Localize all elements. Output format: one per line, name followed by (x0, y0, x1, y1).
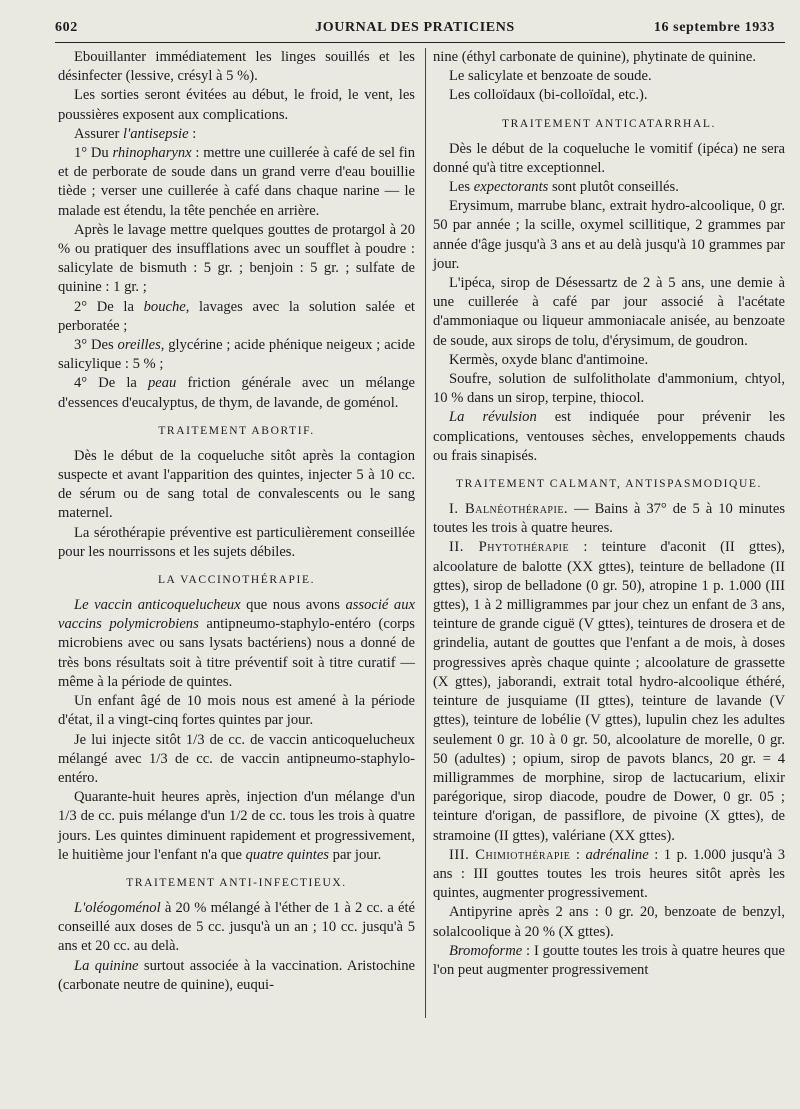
paragraph: Un enfant âgé de 10 mois nous est amené à la période d'état, il a vingt-cinq fortes quintes par jour. (58, 693, 415, 729)
right-column (433, 48, 785, 980)
issue-date: 16 septembre 1933 (653, 20, 775, 35)
paragraph: Assurer l'antisepsie : (74, 125, 197, 142)
paragraph: Erysimum, marrube blanc, extrait hydro-alcoolique, 0 gr. 50 par année ; la scille, oxymel scillitique, 2 grammes par année d'âge jusqu'à 3 ans et au delà jusqu'à 10 grammes par jour. (433, 198, 785, 272)
journal-title: JOURNAL DES PRATICIENS (315, 20, 515, 35)
paragraph: Dès le début de la coqueluche le vomitif (ipéca) ne sera donné qu'à titre exceptionnel. (433, 140, 785, 176)
paragraph: La révulsion est indiquée pour prévenir les complications, ventouses sèches, enveloppements chauds ou frais sinapisés. (433, 409, 785, 464)
paragraph: 2° De la bouche, lavages avec la solution salée et perboratée ; (58, 298, 415, 334)
paragraph: Ebouillanter immédiatement les linges souillés et les désinfecter (lessive, crésyl à 5 %). (58, 49, 415, 85)
page-number: 602 (55, 20, 78, 35)
paragraph: Bromoforme : I goutte toutes les trois à quatre heures que l'on peut augmenter progressivement (433, 942, 785, 978)
left-column (58, 48, 415, 995)
paragraph: II. Phytothérapie : teinture d'aconit (II gttes), alcoolature de balotte (XX gttes), teinture de belladone (II gttes), sirop de belladone (0 gr. 50), atropine 1 p. 1.000 (III gttes), 1 à 2 milligrammes par jour chez un enfant de 3 ans, teinture de grande ciguë (V gttes), teintures de drosera et de grindelia, autant de gouttes que l'enfant a de mois, à doses progressives après chaque quinte ; alcoolature de grassette (X gttes), jaborandi, extrait total hydro-alcoolique éthéré, teinture de jusquiame (II gttes), teinture de lavande (V gttes), teinture de lobélie (V gttes), lupulin chez les adultes seulement 0 gr. 10 à 0 gr. 50, alcoolature de morelle, 0 gr. 50 (adultes) ; opium, sirop de pavots blancs, 20 gr. = 4 milligrammes de morphine, sirop de lactucarium, elixir parégorique, sirop diacode, poudre de Dower, 0 gr. 05 ; teinture d'origan, de passiflore, de pivoine (X gttes), de stramoine (II gttes), valériane (XX gttes). (433, 539, 786, 844)
paragraph: Kermès, oxyde blanc d'antimoine. (449, 351, 649, 368)
paragraph: Dès le début de la coqueluche sitôt après la contagion suspecte et avant l'apparition des quintes, injecter 5 à 10 cc. de sérum ou de sang total de convalescents ou le sang maternel. (58, 447, 415, 522)
paragraph: nine (éthyl carbonate de quinine), phytinate de quinine. (433, 49, 756, 65)
paragraph: Les expectorants sont plutôt conseillés. (449, 179, 679, 196)
section-heading-calmant: TRAITEMENT CALMANT, ANTISPASMODIQUE. (456, 478, 762, 491)
paragraph: Quarante-huit heures après, injection d'un mélange d'un 1/3 de cc. puis mélange d'un 1/2 de cc. tous les trois à quatre jours. Les quintes diminuent rapidement et progressivement, le huitième jour l'enfant n'a que quatre quintes par jour. (58, 789, 415, 863)
paragraph: Je lui injecte sitôt 1/3 de cc. de vaccin anticoquelucheux mélangé avec 1/3 de cc. de vaccin antipneumo-staphylo-entéro. (58, 731, 415, 786)
paragraph: 1° Du rhinopharynx : mettre une cuillerée à café de sel fin et de perborate de soude dans un grand verre d'eau bouillie tiède ; verser une cuillerée à café dans chaque narine — le malade est étendu, la tête penchée en arrière. (58, 145, 415, 219)
paragraph: 3° Des oreilles, glycérine ; acide phénique neigeux ; acide salicylique : 5 % ; (58, 337, 415, 373)
header-rule (55, 42, 785, 43)
paragraph: 4° De la peau friction générale avec un mélange d'essences d'eucalyptus, de thym, de lavande, de goménol. (58, 375, 415, 411)
paragraph: Le vaccin anticoquelucheux que nous avons associé aux vaccins polymicrobiens antipneumo-staphylo-entéro (corps microbiens avec ou sans lysats bactériens) nous a donné de très bons résultats soit à titre préventif soit à titre curatif — même à la période de quintes. (58, 597, 415, 690)
section-heading-anti-infectieux: TRAITEMENT ANTI-INFECTIEUX. (126, 876, 347, 889)
paragraph: Antipyrine après 2 ans : 0 gr. 20, benzoate de benzyl, solalcoolique à 20 % (X gttes). (433, 904, 785, 940)
paragraph: Soufre, solution de sulfolitholate d'ammonium, chtyol, 10 % dans un sirop, terpine, thiocol. (433, 371, 785, 407)
paragraph: Après le lavage mettre quelques gouttes de protargol à 20 % ou pratiquer des insufflations avec un soufflet à poudre : salicylate de bismuth : 5 gr. ; benjoin : 5 gr. ; sulfate de quinine : 1 gr. ; (58, 221, 415, 296)
page-header (55, 20, 775, 42)
paragraph: La sérothérapie préventive est particulièrement conseillée pour les nourrissons et les sujets débiles. (58, 524, 415, 560)
paragraph: L'oléogoménol à 20 % mélangé à l'éther de 1 à 2 cc. a été conseillé aux doses de 5 cc. jusqu'à un an ; 10 cc. jusqu'à 5 ans et 20 cc. au delà. (58, 899, 415, 955)
paragraph: Le salicylate et benzoate de soude. (449, 68, 652, 85)
paragraph: I. Balnéothérapie. — Bains à 37° de 5 à 10 minutes toutes les trois à quatre heures. (433, 501, 785, 537)
section-heading-anticatarrhal: TRAITEMENT ANTICATARRHAL. (502, 117, 716, 130)
paragraph: III. Chimiothérapie : adrénaline : 1 p. 1.000 jusqu'à 3 ans : III gouttes toutes les trois heures sitôt après les quintes, augmenter progressivement. (433, 846, 785, 902)
column-divider (425, 48, 426, 1018)
section-heading-abortif: TRAITEMENT ABORTIF. (158, 424, 315, 437)
section-heading-vaccinotherapie: LA VACCINOTHÉRAPIE. (157, 574, 316, 587)
paragraph: La quinine surtout associée à la vaccination. Aristochine (carbonate neutre de quinine), euqui- (58, 957, 415, 993)
paragraph: L'ipéca, sirop de Désessartz de 2 à 5 ans, une demie à une cuillerée à café par jour associé à l'acétate d'ammoniaque ou liqueur ammoniacale anisée, au benzoate de soude, aux sirops de tolu, d'érysimum, de goudron. (433, 275, 785, 349)
paragraph: Les colloïdaux (bi-colloïdal, etc.). (449, 87, 648, 104)
paragraph: Les sorties seront évitées au début, le froid, le vent, les poussières exposent aux complications. (58, 87, 415, 123)
